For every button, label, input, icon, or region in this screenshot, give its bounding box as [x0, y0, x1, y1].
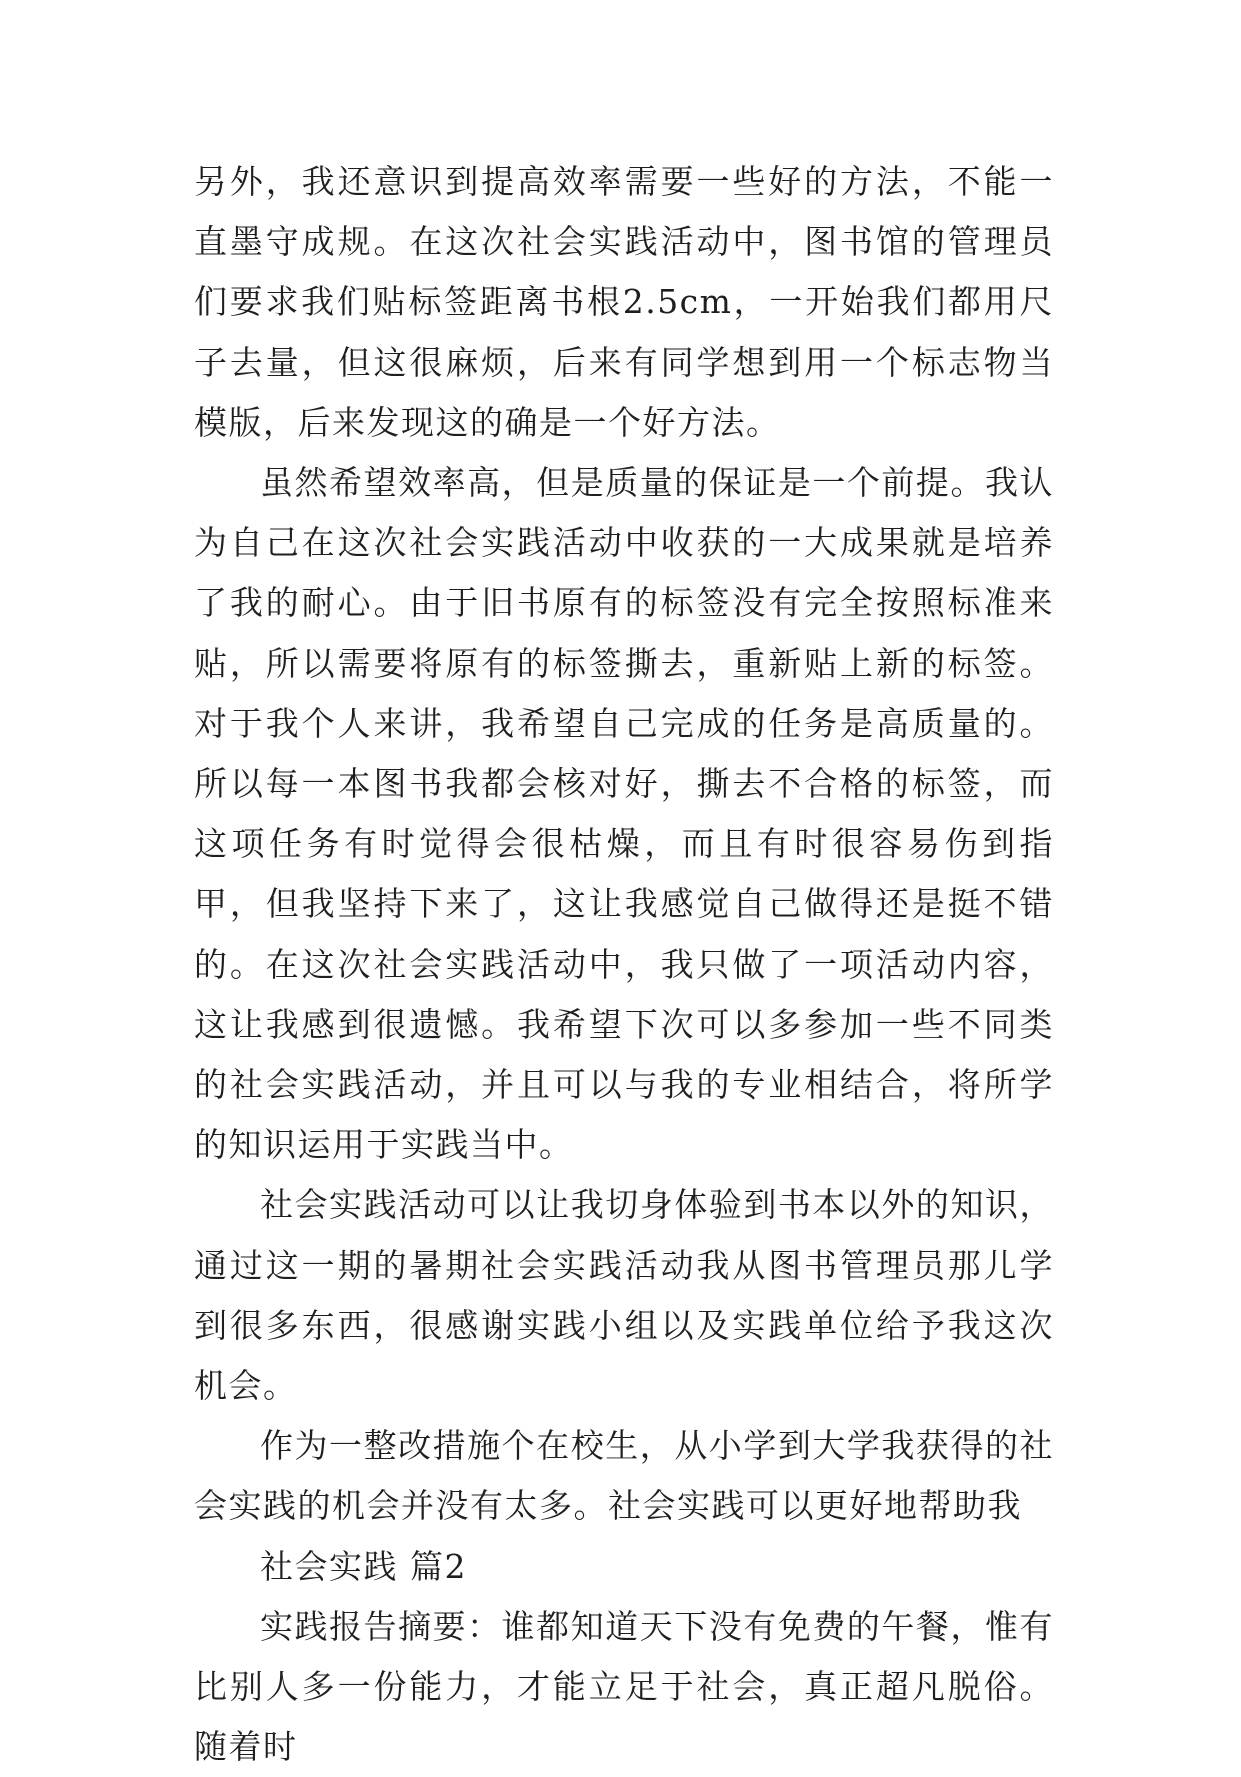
paragraph-student-opportunity: 作为一整改措施个在校生，从小学到大学我获得的社会实践的机会并没有太多。社会实践可以更好地帮助我 — [194, 1426, 1054, 1526]
paragraph-quality-patience: 虽然希望效率高，但是质量的保证是一个前提。我认为自己在这次社会实践活动中收获的一大成果就是培养了我的耐心。由于旧书原有的标签没有完全按照标准来贴，所以需要将原有的标签撕去，重新贴上新的标签。对于我个人来讲，我希望自己完成的任务是高质量的。所以每一本图书我都会核对好，撕去不合格的标签，而这项任务有时觉得会很枯燥，而且有时很容易伤到指甲，但我坚持下来了，这让我感觉自己做得还是挺不错的。在这次社会实践活动中，我只做了一项活动内容，这让我感到很遗憾。我希望下次可以多参加一些不同类的社会实践活动，并且可以与我的专业相结合，将所学的知识运用于实践当中。 — [194, 463, 1054, 1165]
document-body — [194, 152, 1054, 1777]
section-heading-part-2: 社会实践 篇2 — [260, 1546, 467, 1586]
paragraph-efficiency-methods: 另外，我还意识到提高效率需要一些好的方法，不能一直墨守成规。在这次社会实践活动中，图书馆的管理员们要求我们贴标签距离书根2.5cm，一开始我们都用尺子去量，但这很麻烦，后来有同学想到用一个标志物当模版，后来发现这的确是一个好方法。 — [194, 162, 1054, 442]
paragraph-knowledge-gain: 社会实践活动可以让我切身体验到书本以外的知识，通过这一期的暑期社会实践活动我从图书管理员那儿学到很多东西，很感谢实践小组以及实践单位给予我这次机会。 — [194, 1185, 1054, 1406]
paragraph-report-abstract: 实践报告摘要：谁都知道天下没有免费的午餐，惟有比别人多一份能力，才能立足于社会，真正超凡脱俗。随着时 — [194, 1606, 1054, 1767]
